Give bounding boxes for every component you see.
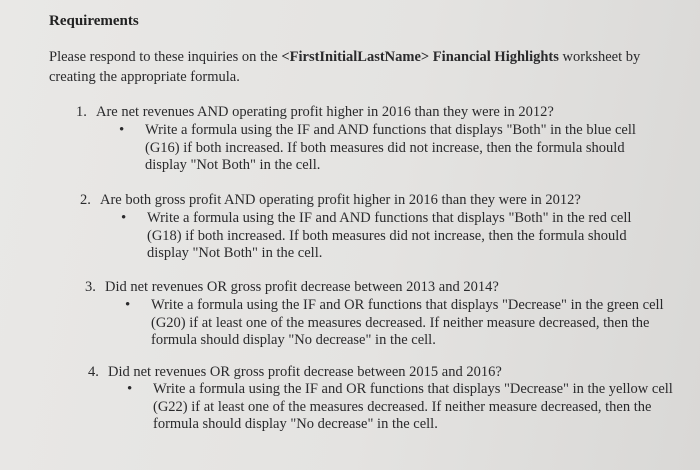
intro-paragraph [49,47,674,87]
question-4-bullet [127,381,673,434]
question-3-bullet-line: Write a formula using the IF and OR functions that displays "Decrease" in the green cell [151,297,664,313]
question-3-bullet-line: formula should display "No decrease" in the cell. [151,332,436,348]
question-4-number: 4. [88,364,99,380]
bullet-dot-icon: • [119,122,125,138]
intro-text-after: worksheet by creating the appropriate formula. [49,49,641,85]
question-2-bullet-line: Write a formula using the IF and AND functions that displays "Both" in the red cell [147,210,632,226]
question-1-number: 1. [76,104,87,120]
question-3-bullet [125,297,664,350]
question-3 [85,278,499,297]
bullet-dot-icon: • [121,210,127,226]
bullet-dot-icon: • [125,297,131,313]
question-4-bullet-line: (G22) if at least one of the measures decreased. If neither measure decreased, then the [153,398,652,415]
question-4-bullet-line: Write a formula using the IF and OR functions that displays "Decrease" in the yellow cell [153,381,673,397]
question-3-bullet-line: (G20) if at least one of the measures decreased. If neither measure decreased, then the [151,314,650,331]
question-3-number: 3. [85,279,96,295]
question-4-bullet-line: formula should display "No decrease" in the cell. [153,416,438,432]
question-1-text: Are net revenues AND operating profit higher in 2016 than they were in 2012? [96,104,554,120]
bullet-dot-icon: • [127,381,133,397]
question-1 [76,103,554,122]
question-1-bullet [119,122,636,175]
page-title: Requirements [49,13,139,29]
question-4-text: Did net revenues OR gross profit decrease between 2015 and 2016? [108,364,502,380]
question-2-number: 2. [80,192,91,208]
question-2-bullet-line: (G18) if both increased. If both measures did not increase, then the formula should [147,227,627,244]
question-2-text: Are both gross profit AND operating profit higher in 2016 than they were in 2012? [100,192,581,208]
question-1-bullet-line: Write a formula using the IF and AND functions that displays "Both" in the blue cell [145,122,636,138]
question-1-bullet-line: (G16) if both increased. If both measures did not increase, then the formula should [145,139,625,156]
question-2 [80,191,581,210]
question-1-bullet-line: display "Not Both" in the cell. [145,157,321,173]
question-2-bullet-line: display "Not Both" in the cell. [147,245,323,261]
intro-text-before: Please respond to these inquiries on the [49,49,282,65]
question-3-text: Did net revenues OR gross profit decrease between 2013 and 2014? [105,279,499,295]
question-2-bullet [121,210,632,263]
intro-worksheet-name: <FirstInitialLastName> Financial Highlights [281,49,559,65]
question-4 [88,363,502,382]
